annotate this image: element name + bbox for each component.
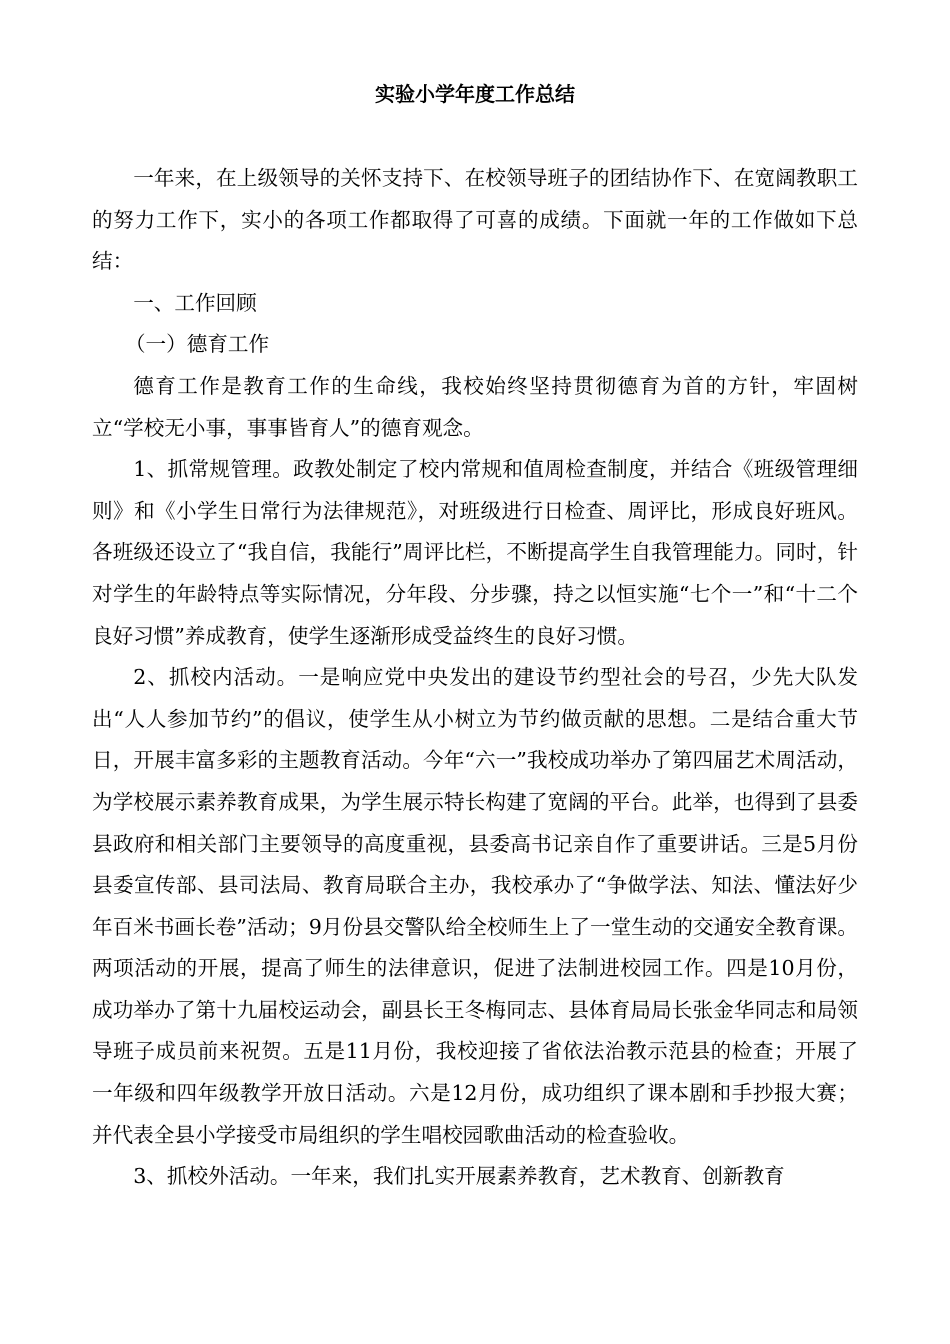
paragraph-offcampus-activities: 3、抓校外活动。一年来，我们扎实开展素养教育，艺术教育、创新教育 <box>133 1164 785 1189</box>
paragraph-routine-management: 1、抓常规管理。政教处制定了校内常规和值周检查制度，并结合《班级管理细则》和《小学生日常行为法律规范》，对班级进行日检查、周评比，形成良好班风。各班级还设立了“我自信，我能行”周评比栏，不断提高学生自我管理能力。同时，针对学生的年龄特点等实际情况，分年段、分步骤，持之以恒实施“七个一”和“十二个良好习惯”养成教育，使学生逐渐形成受益终生的良好习惯。 <box>92 457 858 648</box>
paragraph-intro: 一年来，在上级领导的关怀支持下、在校领导班子的团结协作下、在宽阔教职工的努力工作下，实小的各项工作都取得了可喜的成绩。下面就一年的工作做如下总结： <box>92 166 858 274</box>
paragraph-campus-activities: 2、抓校内活动。一是响应党中央发出的建设节约型社会的号召，少先大队发出“人人参加节约”的倡议，使学生从小树立为节约做贡献的思想。二是结合重大节日，开展丰富多彩的主题教育活动。今年“六一”我校成功举办了第四届艺术周活动，为学校展示素养教育成果，为学生展示特长构建了宽阔的平台。此举，也得到了县委县政府和相关部门主要领导的高度重视，县委高书记亲自作了重要讲话。三是5月份县委宣传部、县司法局、教育局联合主办，我校承办了“争做学法、知法、懂法好少年百米书画长卷”活动；9月份县交警队给全校师生上了一堂生动的交通安全教育课。两项活动的开展，提高了师生的法律意识，促进了法制进校园工作。四是10月份，成功举办了第十九届校运动会，副县长王冬梅同志、县体育局局长张金华同志和局领导班子成员前来祝贺。五是11月份，我校迎接了省依法治教示范县的检查；开展了一年级和四年级教学开放日活动。六是12月份，成功组织了课本剧和手抄报大赛；并代表全县小学接受市局组织的学生唱校园歌曲活动的检查验收。 <box>92 665 858 1147</box>
document-title: 实验小学年度工作总结 <box>375 82 575 106</box>
document-body <box>92 158 858 1198</box>
section-heading-review: 一、工作回顾 <box>133 290 257 315</box>
paragraph-moral-education: 德育工作是教育工作的生命线，我校始终坚持贯彻德育为首的方针，牢固树立“学校无小事，事事皆育人”的德育观念。 <box>92 373 858 440</box>
subsection-heading-moral-education: （一）德育工作 <box>124 332 270 357</box>
